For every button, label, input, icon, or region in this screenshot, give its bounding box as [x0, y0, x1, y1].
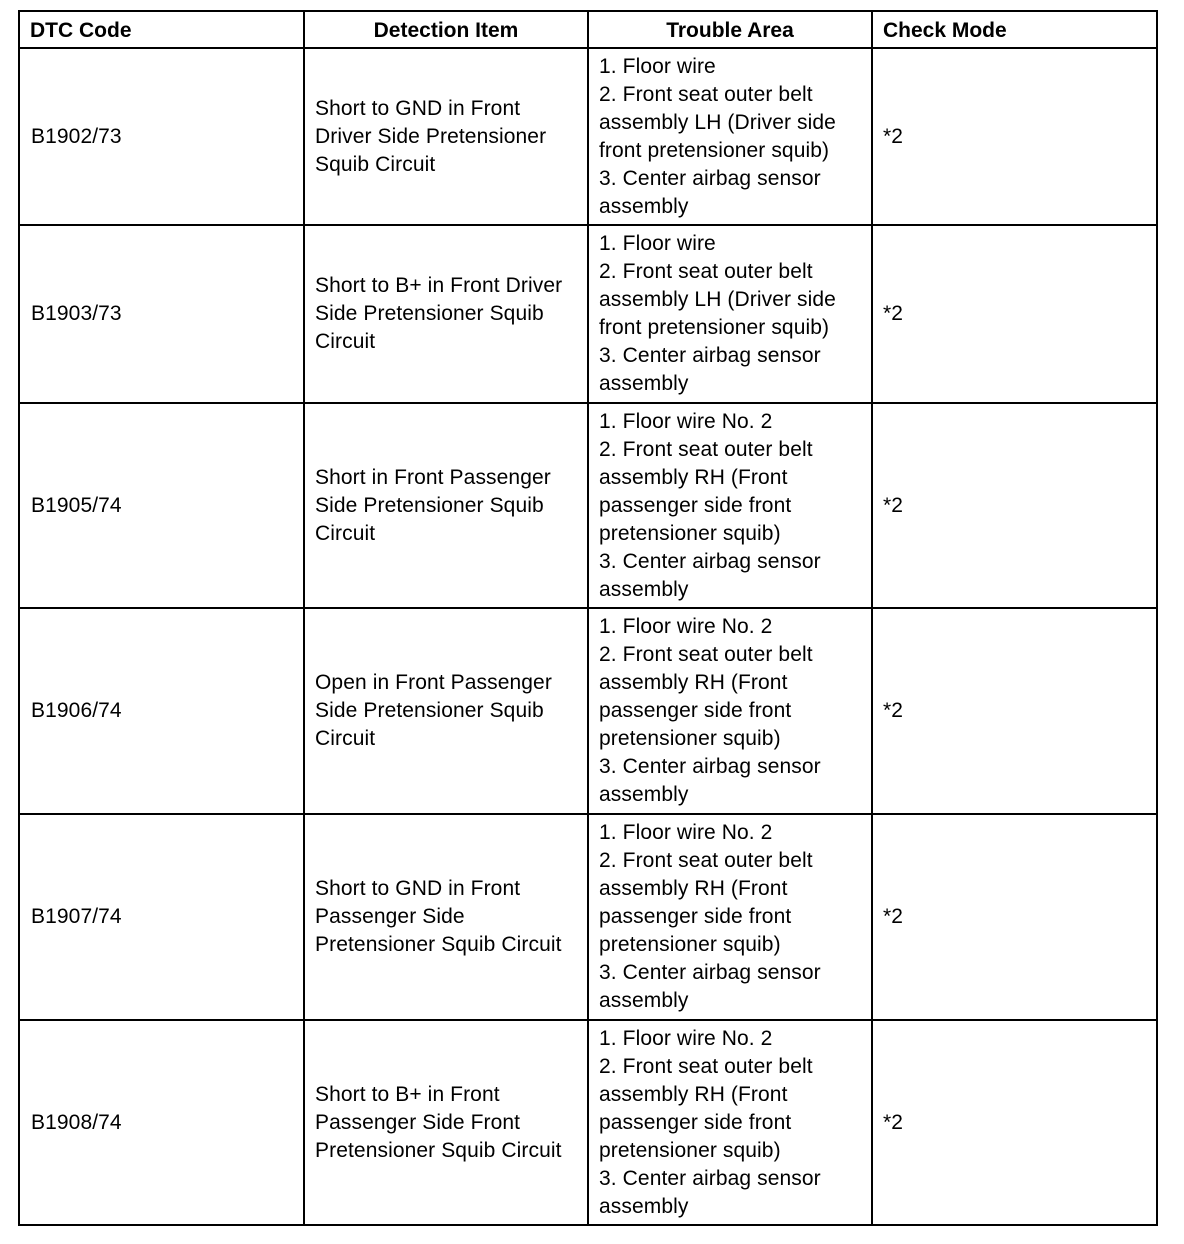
detection-item-cell: Short in Front Passenger Side Pretensioner Squib Circuit — [304, 403, 588, 608]
dtc-code-cell: B1902/73 — [19, 48, 304, 225]
trouble-area-item: 1. Floor wire No. 2 — [599, 821, 773, 844]
trouble-area-cell — [588, 403, 872, 608]
dtc-code-cell: B1903/73 — [19, 225, 304, 403]
table-row — [19, 1020, 1157, 1225]
check-mode-cell: *2 — [872, 814, 1157, 1020]
trouble-area-item: 3. Center airbag sensor assembly — [599, 549, 821, 601]
dtc-code-cell: B1905/74 — [19, 403, 304, 608]
trouble-area-item: 1. Floor wire No. 2 — [599, 615, 773, 638]
trouble-area-item: 1. Floor wire — [599, 54, 716, 78]
detection-item-cell: Short to B+ in Front Passenger Side Front Pretensioner Squib Circuit — [304, 1020, 588, 1225]
trouble-area-item: 3. Center airbag sensor assembly — [599, 344, 821, 395]
trouble-area-item: 1. Floor wire No. 2 — [599, 409, 773, 433]
trouble-area-item: 2. Front seat outer belt assembly RH (Front passenger side front pretensioner squib) — [599, 643, 813, 750]
header-check-mode: Check Mode — [872, 11, 1157, 48]
trouble-area-item: 2. Front seat outer belt assembly RH (Front passenger side front pretensioner squib) — [599, 437, 813, 545]
dtc-code-cell: B1906/74 — [19, 608, 304, 814]
table-row — [19, 608, 1157, 814]
detection-item-cell: Short to GND in Front Passenger Side Pretensioner Squib Circuit — [304, 814, 588, 1020]
trouble-area-item: 2. Front seat outer belt assembly LH (Driver side front pretensioner squib) — [599, 82, 836, 162]
dtc-code-cell: B1907/74 — [19, 814, 304, 1020]
detection-item-cell: Short to B+ in Front Driver Side Pretensioner Squib Circuit — [304, 225, 588, 403]
trouble-area-item: 1. Floor wire — [599, 232, 716, 255]
trouble-area-cell — [588, 608, 872, 814]
trouble-area-item: 3. Center airbag sensor assembly — [599, 166, 821, 218]
table-row — [19, 48, 1157, 225]
trouble-area-cell — [588, 225, 872, 403]
trouble-area-cell — [588, 814, 872, 1020]
trouble-area-item: 2. Front seat outer belt assembly LH (Driver side front pretensioner squib) — [599, 260, 836, 339]
dtc-code-cell: B1908/74 — [19, 1020, 304, 1225]
header-detection-item: Detection Item — [304, 11, 588, 48]
header-dtc-code: DTC Code — [19, 11, 304, 48]
trouble-area-item: 2. Front seat outer belt assembly RH (Front passenger side front pretensioner squib) — [599, 1054, 813, 1162]
check-mode-cell: *2 — [872, 48, 1157, 225]
trouble-area-item: 2. Front seat outer belt assembly RH (Front passenger side front pretensioner squib) — [599, 849, 813, 956]
check-mode-cell: *2 — [872, 225, 1157, 403]
check-mode-cell: *2 — [872, 1020, 1157, 1225]
detection-item-cell: Short to GND in Front Driver Side Pretensioner Squib Circuit — [304, 48, 588, 225]
trouble-area-item: 3. Center airbag sensor assembly — [599, 755, 821, 806]
header-row — [19, 11, 1157, 48]
check-mode-cell: *2 — [872, 403, 1157, 608]
trouble-area-item: 1. Floor wire No. 2 — [599, 1026, 773, 1050]
trouble-area-item: 3. Center airbag sensor assembly — [599, 1166, 821, 1218]
check-mode-cell: *2 — [872, 608, 1157, 814]
table-row — [19, 403, 1157, 608]
trouble-area-item: 3. Center airbag sensor assembly — [599, 961, 821, 1012]
table-row — [19, 814, 1157, 1020]
detection-item-cell: Open in Front Passenger Side Pretensioner Squib Circuit — [304, 608, 588, 814]
table-row — [19, 225, 1157, 403]
trouble-area-cell — [588, 1020, 872, 1225]
trouble-area-cell — [588, 48, 872, 225]
header-trouble-area: Trouble Area — [588, 11, 872, 48]
dtc-table — [18, 10, 1158, 1226]
